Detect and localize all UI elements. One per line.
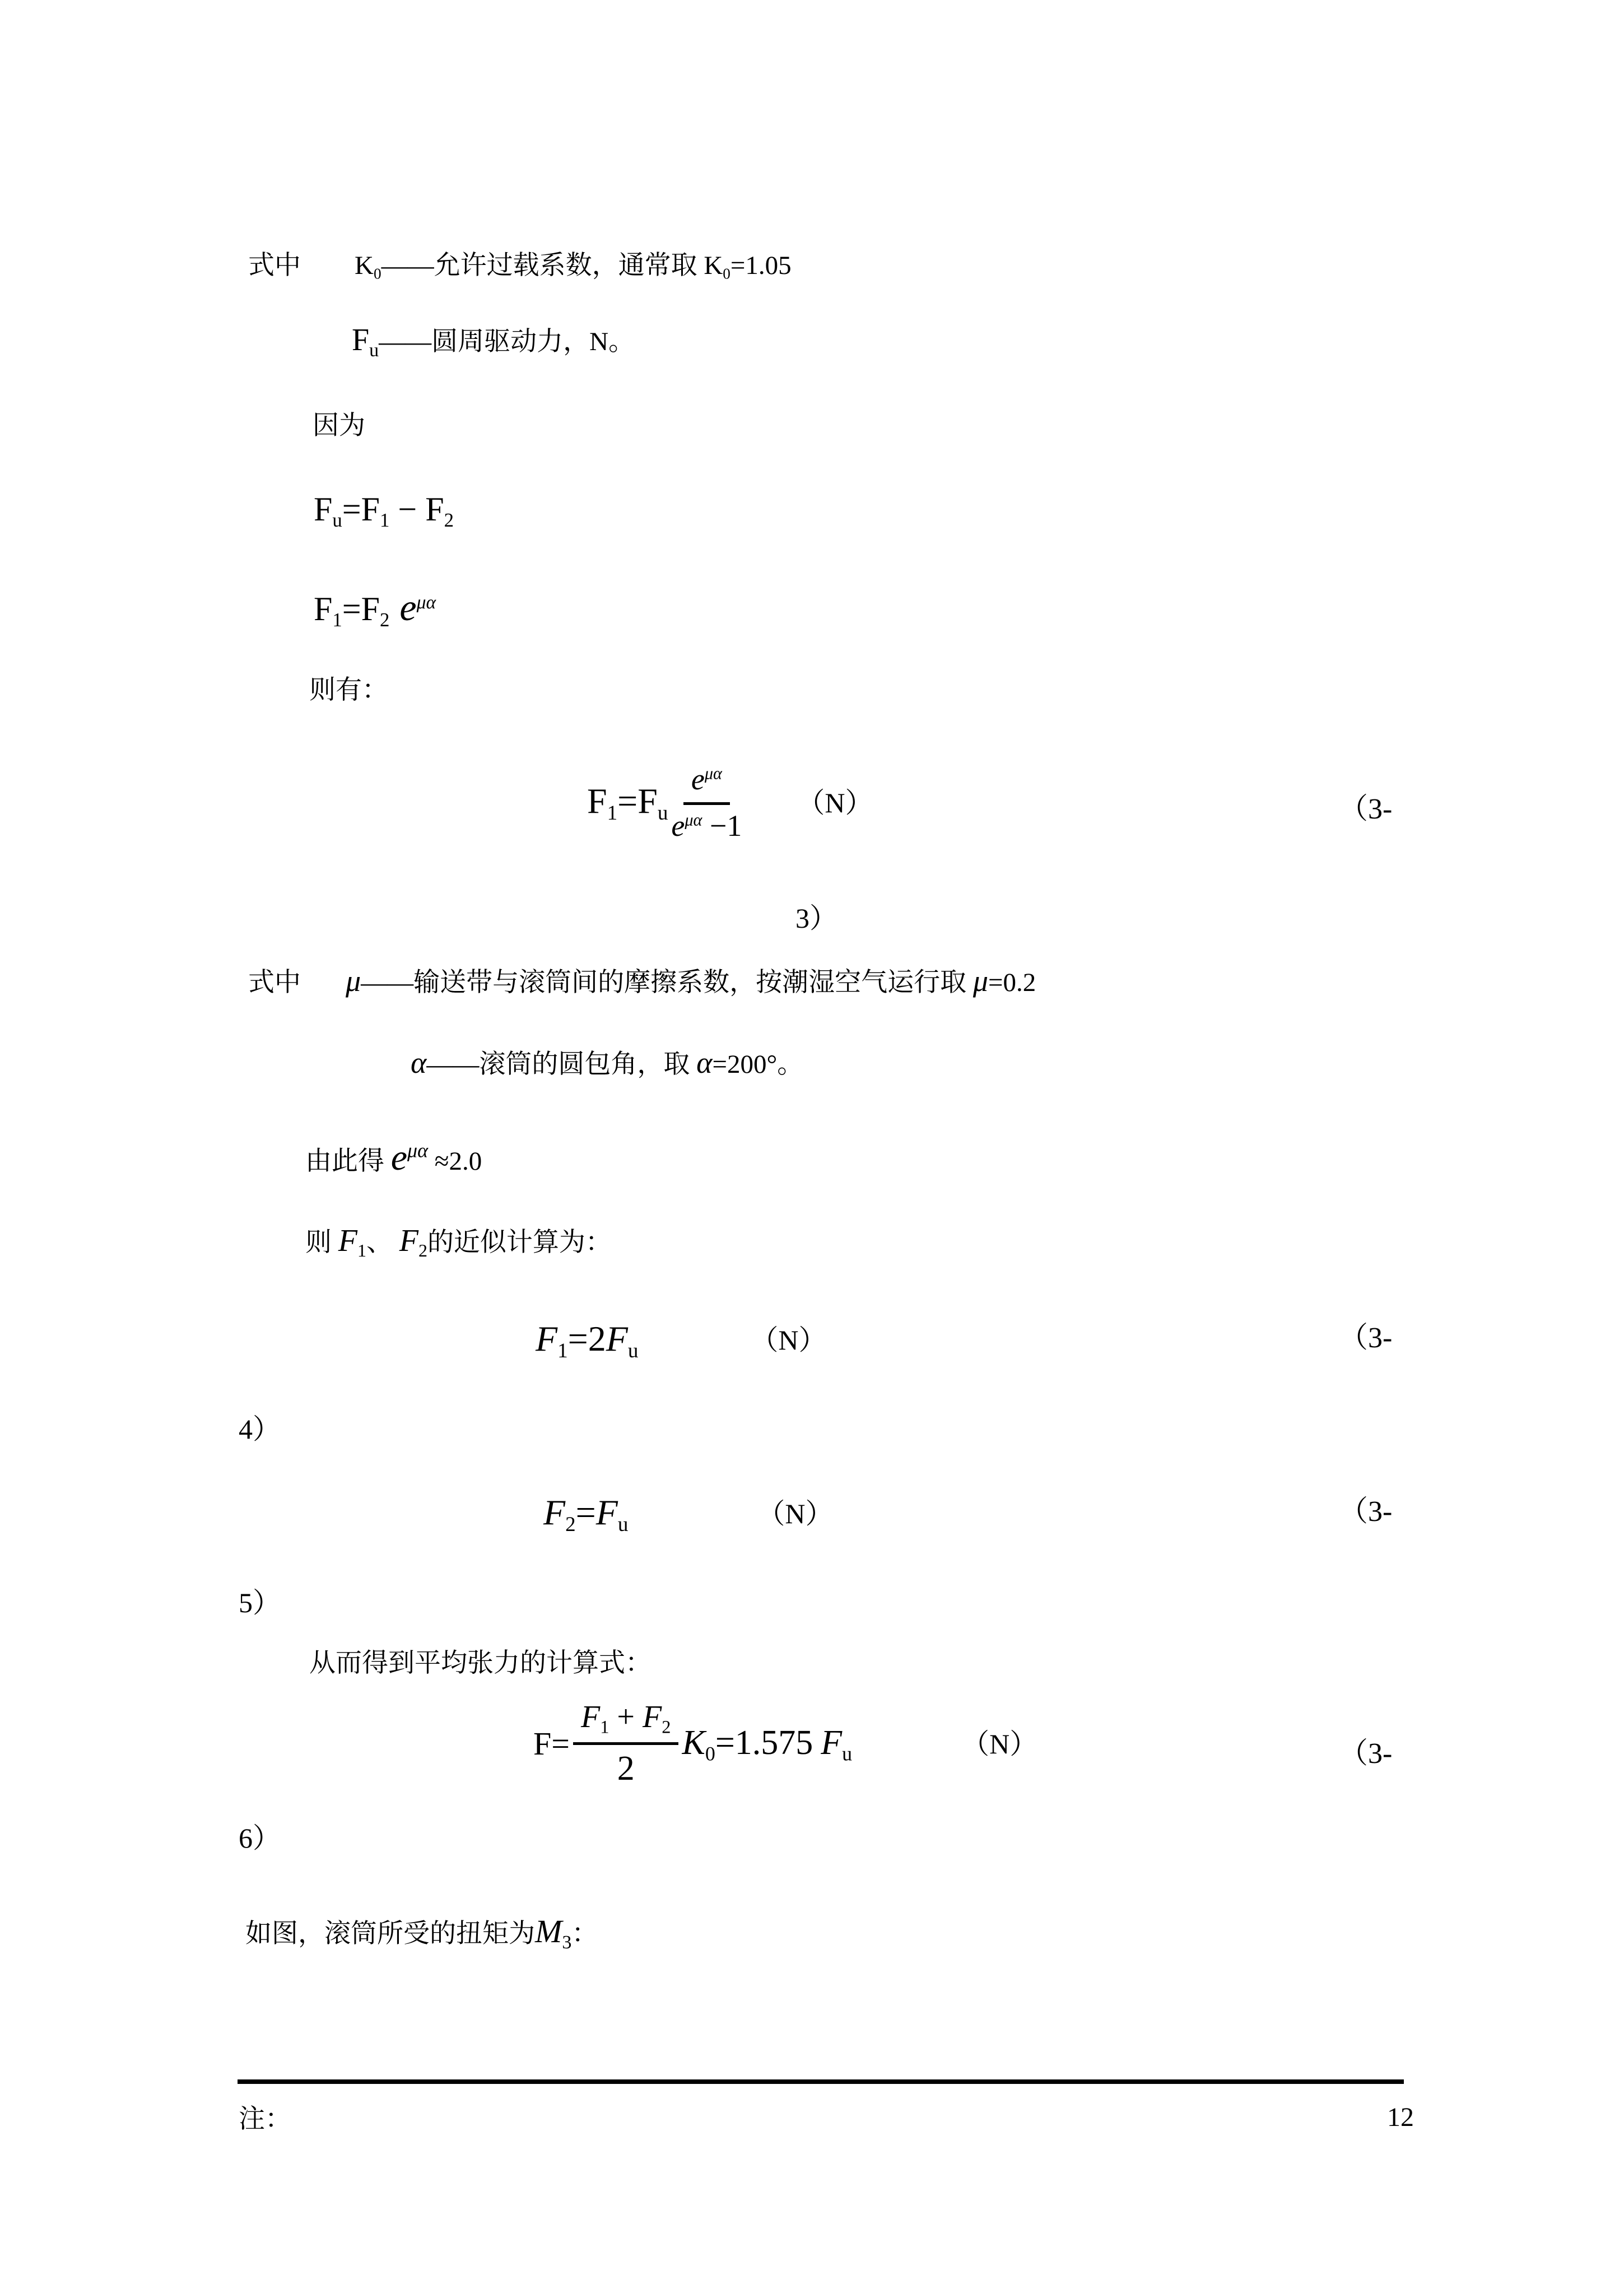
avg-intro-text: 从而得到平均张力的计算式： bbox=[309, 1649, 652, 1678]
var-k0: K bbox=[682, 1724, 705, 1762]
alpha-symbol-2: α bbox=[696, 1046, 713, 1079]
ecalc-prefix: 由此得 bbox=[305, 1147, 391, 1176]
equals-sign: = bbox=[342, 590, 361, 627]
equals-value: =1.575 bbox=[715, 1724, 813, 1762]
page-number-text: 12 bbox=[1387, 2102, 1414, 2132]
equation-tag-5 bbox=[1339, 1493, 1392, 1530]
page-number bbox=[1387, 2101, 1414, 2134]
e-symbol: e bbox=[390, 1137, 408, 1178]
var-fu-sub: u bbox=[617, 1513, 629, 1536]
equation-tag-5-continued bbox=[239, 1585, 281, 1621]
where-label: 式中 bbox=[248, 251, 301, 280]
var-k0-sub: 0 bbox=[705, 1742, 715, 1765]
tag-continuation: 4） bbox=[239, 1413, 281, 1445]
formula-rhs bbox=[682, 1721, 852, 1766]
equals-coefficient: =2 bbox=[567, 1319, 606, 1358]
avg-tension-intro bbox=[309, 1647, 652, 1680]
minus-sign: − bbox=[389, 491, 426, 528]
approx-intro-line bbox=[305, 1221, 612, 1262]
formula-lhs bbox=[587, 779, 668, 826]
where-label: 式中 bbox=[248, 968, 301, 997]
var-f2-sub: 2 bbox=[418, 1240, 427, 1261]
equation-f1 bbox=[314, 584, 436, 632]
unit-newton: （N） bbox=[797, 787, 873, 818]
figure-text: 如图，滚筒所受的扭矩为 bbox=[245, 1919, 535, 1948]
equation-tag-4-continued bbox=[239, 1412, 281, 1447]
var-fu: F bbox=[314, 491, 333, 528]
unit-newton: （N） bbox=[757, 1498, 834, 1530]
mu-value: =0.2 bbox=[988, 968, 1036, 997]
var-f2-sub: 2 bbox=[662, 1717, 671, 1738]
formula-3-3 bbox=[587, 761, 873, 845]
equals-sign: = bbox=[342, 491, 361, 528]
var-f1-sub: 1 bbox=[380, 509, 390, 532]
e-exponent: μα bbox=[416, 592, 436, 613]
fu-description: ——圆周驱动力，N。 bbox=[379, 327, 635, 356]
var-fu-sub: u bbox=[657, 802, 668, 825]
var-m3-sub: 3 bbox=[562, 1932, 572, 1953]
formula-body bbox=[543, 1490, 628, 1538]
var-f2: F bbox=[543, 1492, 566, 1532]
equals-sign: = bbox=[617, 781, 638, 821]
k0-symbol: K bbox=[355, 251, 374, 280]
k0-description: ——允许过载系数，通常取 bbox=[381, 251, 704, 280]
fu-subscript: u bbox=[369, 339, 379, 361]
k0-subscript: 0 bbox=[373, 265, 381, 282]
var-fu: F bbox=[606, 1319, 628, 1358]
fu-symbol: F bbox=[352, 323, 370, 357]
tag-continuation: 6） bbox=[239, 1822, 281, 1854]
var-f1: F bbox=[587, 781, 607, 821]
then-prefix: 则 bbox=[305, 1228, 338, 1257]
alpha-description: ——滚筒的圆包角，取 bbox=[426, 1050, 697, 1079]
var-f1-sub: 1 bbox=[557, 1339, 568, 1362]
tag-text: （3- bbox=[1339, 1738, 1393, 1770]
footnote-text: 注： bbox=[239, 2105, 291, 2134]
then-text: 则有： bbox=[309, 676, 388, 705]
var-f1-sub: 1 bbox=[600, 1717, 609, 1738]
formula-3-6 bbox=[533, 1697, 1037, 1790]
equals-sign: = bbox=[575, 1492, 596, 1532]
approx-text: 的近似计算为： bbox=[427, 1228, 612, 1257]
where-k0-line bbox=[248, 249, 792, 283]
equation-tag-4 bbox=[1339, 1320, 1392, 1356]
var-f1-sub: 1 bbox=[332, 609, 342, 631]
var-f1: F bbox=[536, 1319, 558, 1358]
fraction-numerator bbox=[573, 1697, 679, 1745]
alpha-value: =200° bbox=[712, 1050, 778, 1079]
var-f2: F bbox=[361, 590, 380, 627]
unit-newton: （N） bbox=[750, 1324, 827, 1356]
fraction-denominator: 2 bbox=[617, 1749, 635, 1788]
var-fu-sub: u bbox=[627, 1339, 639, 1362]
equation-tag-3 bbox=[1339, 791, 1392, 827]
formula-3-5 bbox=[543, 1490, 834, 1538]
mu-symbol: μ bbox=[346, 964, 361, 998]
tag-continuation: 3） bbox=[795, 902, 837, 934]
tag-text: （3- bbox=[1339, 1322, 1393, 1354]
var-fu: F bbox=[637, 781, 658, 821]
period: 。 bbox=[777, 1050, 804, 1079]
where-mu-line bbox=[248, 962, 1036, 1001]
alpha-symbol: α bbox=[411, 1046, 427, 1079]
equation-tag-6-continued bbox=[239, 1821, 281, 1856]
var-fu-sub: u bbox=[332, 509, 342, 532]
var-f2-sub: 2 bbox=[565, 1513, 576, 1536]
var-f2: F bbox=[643, 1700, 662, 1734]
because-label bbox=[313, 410, 365, 443]
equation-fu bbox=[314, 488, 454, 533]
var-f2: F bbox=[399, 1223, 418, 1258]
k0-subscript-2: 0 bbox=[723, 265, 730, 282]
e-symbol: e bbox=[691, 762, 705, 796]
k0-symbol-2: K bbox=[704, 251, 723, 280]
then-label bbox=[309, 674, 388, 707]
fraction-denominator bbox=[671, 805, 742, 845]
var-f1-sub: 1 bbox=[357, 1240, 366, 1261]
var-fu: F bbox=[595, 1492, 618, 1532]
fu-definition-line bbox=[352, 320, 635, 362]
formula-body bbox=[536, 1316, 638, 1364]
k0-value: =1.05 bbox=[730, 251, 792, 280]
ecalc-line bbox=[305, 1135, 482, 1181]
var-f1: F bbox=[580, 1700, 601, 1734]
equation-tag-3-continued bbox=[795, 901, 837, 936]
fraction-numerator bbox=[683, 761, 730, 805]
var-f2-sub: 2 bbox=[380, 609, 390, 631]
figure-reference-line bbox=[245, 1911, 598, 1955]
minus-one: −1 bbox=[702, 808, 742, 843]
equation-tag-6 bbox=[1339, 1735, 1392, 1772]
enumeration-comma: 、 bbox=[366, 1228, 399, 1257]
e-symbol: e bbox=[399, 586, 417, 629]
colon: ： bbox=[571, 1919, 598, 1948]
e-exponent: μα bbox=[407, 1139, 429, 1162]
mu-symbol-2: μ bbox=[972, 964, 988, 998]
var-f1: F bbox=[361, 491, 380, 528]
e-symbol: e bbox=[671, 808, 685, 843]
mu-description: ——输送带与滚筒间的摩擦系数，按潮湿空气运行取 bbox=[361, 968, 973, 997]
footnote-separator-rule bbox=[238, 2079, 1404, 2084]
fraction bbox=[573, 1697, 679, 1790]
var-f1: F bbox=[338, 1223, 357, 1258]
fraction bbox=[671, 761, 742, 845]
var-fu: F bbox=[821, 1724, 843, 1762]
unit-newton: （N） bbox=[961, 1728, 1038, 1760]
tag-text: （3- bbox=[1339, 793, 1393, 825]
tag-continuation: 5） bbox=[239, 1587, 281, 1618]
e-exponent: μα bbox=[685, 809, 702, 829]
plus-sign: + bbox=[609, 1700, 643, 1734]
alpha-line bbox=[411, 1044, 803, 1082]
var-fu-sub: u bbox=[842, 1742, 853, 1765]
e-exponent: μα bbox=[704, 764, 722, 783]
var-f1-sub: 1 bbox=[607, 802, 618, 825]
because-text: 因为 bbox=[313, 411, 365, 440]
var-f2: F bbox=[425, 491, 444, 528]
var-f1: F bbox=[314, 590, 333, 627]
avg-tension-lhs: F= bbox=[533, 1725, 570, 1762]
formula-3-4 bbox=[536, 1316, 827, 1364]
footnote-label bbox=[239, 2103, 291, 2136]
var-m3: M bbox=[535, 1913, 562, 1949]
tag-text: （3- bbox=[1339, 1496, 1393, 1528]
var-f2-sub: 2 bbox=[444, 509, 454, 532]
ecalc-value: ≈2.0 bbox=[428, 1147, 482, 1176]
